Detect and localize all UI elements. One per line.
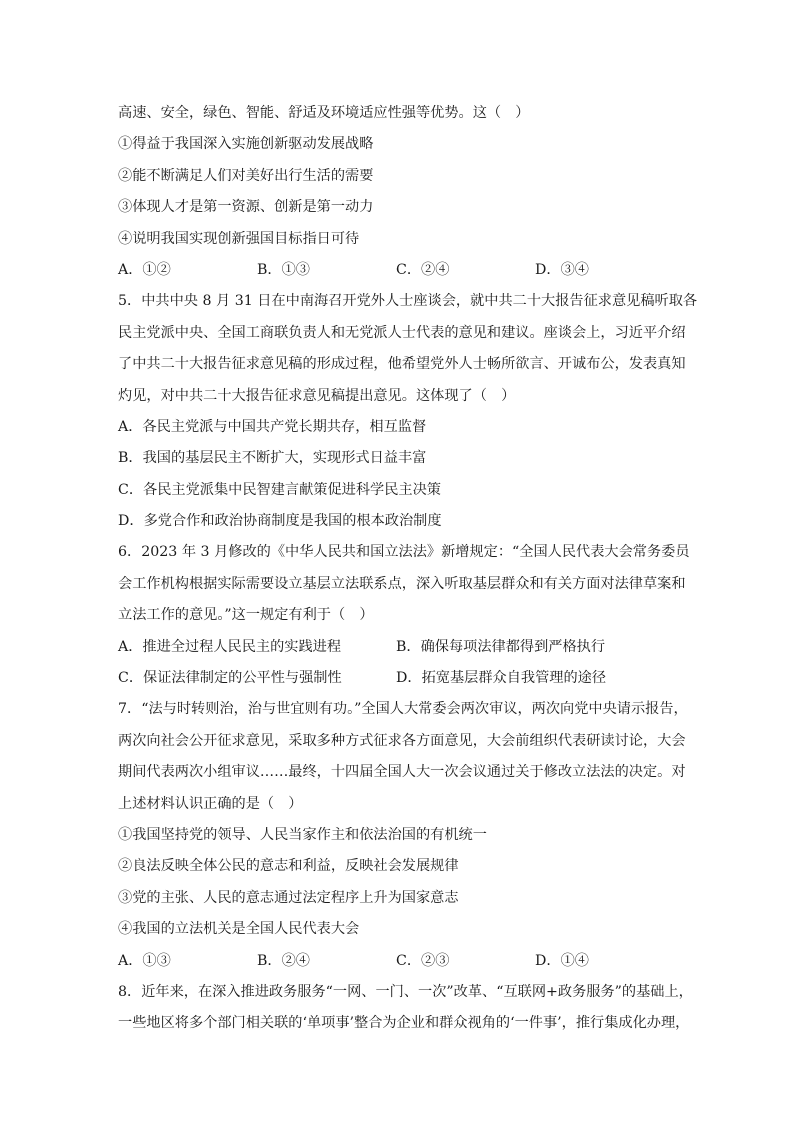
question-text: 了中共二十大报告征求意见稿的形成过程，他希望党外人士畅所欲言、开诚布公，发表真知 <box>118 356 686 373</box>
question-text: 立法工作的意见。”这一规定有利于（ ） <box>118 607 374 624</box>
option-c: C．②③ <box>396 952 450 969</box>
question-text: 两次向社会公开征求意见，采取多种方式征求各方面意见，大会前组织代表研读讨论，大会 <box>118 732 686 749</box>
option-d: D．拓宽基层群众自我管理的途径 <box>396 670 607 687</box>
option-c: C．②④ <box>396 261 450 278</box>
question-text: 民主党派中央、全国工商联负责人和无党派人士代表的意见和建议。座谈会上，习近平介绍 <box>118 324 686 341</box>
option-b: B．我国的基层民主不断扩大，实现形式日益丰富 <box>118 450 427 467</box>
option-c: C．各民主党派集中民智建言献策促进科学民主决策 <box>118 481 441 498</box>
question-4 <box>118 98 690 286</box>
statement-item: ③党的主张、人民的意志通过法定程序上升为国家意志 <box>118 889 459 906</box>
option-a: A．各民主党派与中国共产党长期共存，相互监督 <box>118 418 427 435</box>
option-b: B．②④ <box>257 952 310 969</box>
answer-options <box>118 946 690 977</box>
option-d: D．③④ <box>535 261 589 278</box>
statement-item: ④说明我国实现创新强国目标指日可待 <box>118 230 360 247</box>
statement-item: ②能不断满足人们对美好出行生活的需要 <box>118 167 374 184</box>
exam-page <box>118 98 698 1040</box>
question-6 <box>118 537 690 694</box>
answer-options <box>118 632 690 663</box>
option-a: A．推进全过程人民民主的实践进程 <box>118 638 342 655</box>
option-c: C．保证法律制定的公平性与强制性 <box>118 670 342 687</box>
statement-item: ①得益于我国深入实施创新驱动发展战略 <box>118 136 374 153</box>
option-a: A．①③ <box>118 952 171 969</box>
statement-item: ③体现人才是第一资源、创新是第一动力 <box>118 199 374 216</box>
question-text: 6．2023 年 3 月修改的《中华人民共和国立法法》新增规定：“全国人民代表大会常务委员 <box>118 544 690 561</box>
question-text: 高速、安全，绿色、智能、舒适及环境适应性强等优势。这（ ） <box>118 105 530 121</box>
question-text: 上述材料认识正确的是（ ） <box>118 795 303 812</box>
question-8 <box>118 977 693 1040</box>
statement-item: ④我国的立法机关是全国人民代表大会 <box>118 921 360 938</box>
question-text: 一些地区将多个部门相关联的‘单项事’整合为企业和群众视角的‘一件事’，推行集成化办理， <box>118 1015 690 1032</box>
statement-item: ①我国坚持党的领导、人民当家作主和依法治国的有机统一 <box>118 826 487 843</box>
question-5 <box>118 286 698 537</box>
question-text: 7．“法与时转则治，治与世宜则有功。”全国人大常委会两次审议，两次向党中央请示报告， <box>118 701 688 718</box>
question-text: 5．中共中央 8 月 31 日在中南海召开党外人士座谈会，就中共二十大报告征求意见稿听取各 <box>118 293 698 310</box>
option-a: A．①② <box>118 261 171 278</box>
question-text: 8．近年来，在深入推进政务服务“一网、一门、一次”改革、“互联网+政务服务”的基础上， <box>118 983 693 1000</box>
question-text: 期间代表两次小组审议……最终，十四届全国人大一次会议通过关于修改立法法的决定。对 <box>118 764 686 781</box>
answer-options <box>118 663 690 694</box>
statement-item: ②良法反映全体公民的意志和利益，反映社会发展规律 <box>118 858 459 875</box>
question-text: 灼见，对中共二十大报告征求意见稿提出意见。这体现了（ ） <box>118 387 516 404</box>
question-7 <box>118 694 690 977</box>
option-d: D．多党合作和政治协商制度是我国的根本政治制度 <box>118 513 442 530</box>
answer-options <box>118 255 690 286</box>
option-d: D．①④ <box>535 952 589 969</box>
question-text: 会工作机构根据实际需要设立基层立法联系点，深入听取基层群众和有关方面对法律草案和 <box>118 575 686 592</box>
option-b: B．确保每项法律都得到严格执行 <box>396 638 606 655</box>
option-b: B．①③ <box>257 261 310 278</box>
